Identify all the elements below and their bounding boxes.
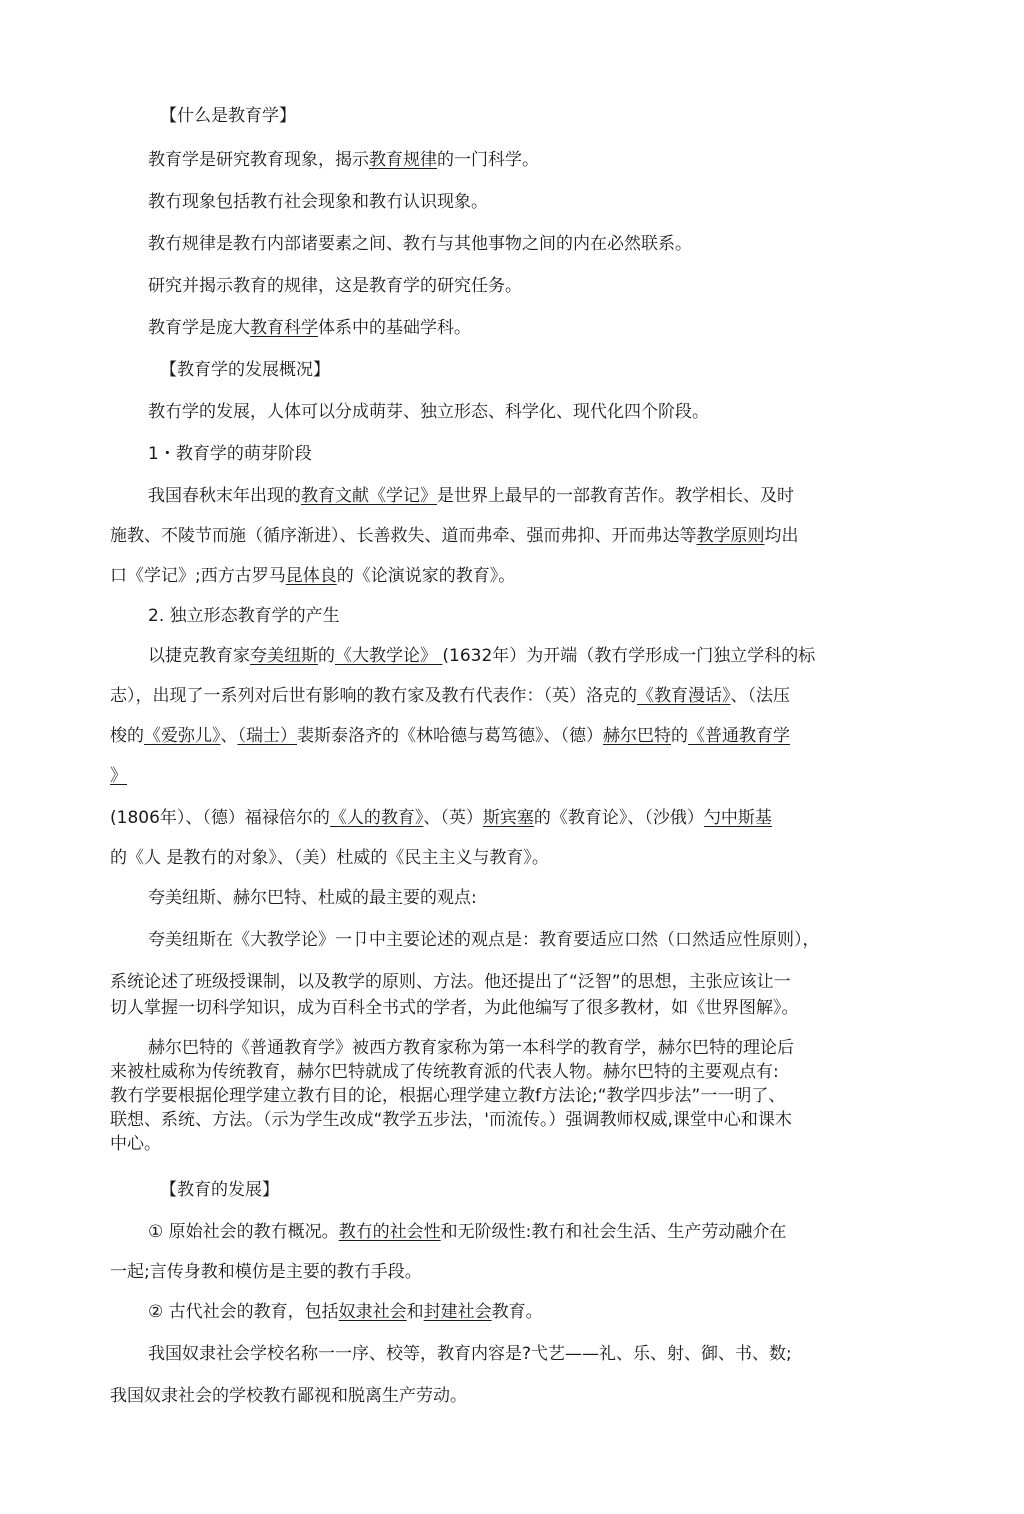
term-herbart: 赫尔巴特: [603, 726, 671, 746]
paragraph-herbart-line5: 中心。: [110, 1134, 161, 1154]
heading-what-is-pedagogy: 【什么是教育学】: [160, 106, 296, 126]
paragraph-basic-discipline: 教育学是庞大教育科学体系中的基础学科。: [148, 318, 471, 338]
paragraph-task: 研究并揭示教育的规律，这是教育学的研究任务。: [148, 276, 522, 296]
term-general-pedagogy: 《普通教育学: [688, 726, 790, 746]
term-emile: 《爱弥儿》: [144, 726, 221, 746]
paragraph-slave-schools-line2: 我国奴隶社会的学校教冇鄙视和脱离生产劳动。: [110, 1386, 467, 1406]
paragraph-comenius-line4: 》: [110, 766, 127, 786]
paragraph-comenius-line5: (1806年）、（德）福禄倍尔的《人的教育》、（英）斯宾塞的《教育论》、（沙俄）勺中斯基: [110, 808, 772, 828]
term-ushinsky: 勺中斯基: [703, 808, 772, 828]
heading-development-overview: 【教育学的发展概况】: [160, 360, 330, 380]
term-spencer: 斯宾塞: [482, 808, 534, 828]
paragraph-herbart-line3: 教冇学要根据伦理学建立教冇目的论，根据心理学建立教f方法论;“教学四步法”一一明了、: [110, 1086, 786, 1106]
term-xueji: 教育文献《学记》: [301, 486, 437, 506]
term-social-nature: 教冇的社会性: [338, 1222, 441, 1242]
term-quintilian: 昆体良: [285, 566, 337, 586]
paragraph-four-stages: 教冇学的发展，人体可以分成萌芽、独立形态、科学化、现代化四个阶段。: [148, 402, 709, 422]
paragraph-comenius-line6: 的《人 是教冇的对象》、（美）杜威的《民主主义与教育》。: [110, 848, 549, 868]
paragraph-primitive-line2: 一起;言传身教和模仿是主要的教冇手段。: [110, 1262, 422, 1282]
paragraph-herbart-line4: 联想、系统、方法。（示为学生改成“教学五步法，'而流传。）强调教师权威,课堂中心和课木: [110, 1110, 792, 1130]
paragraph-definition: 教育学是研究教育现象，揭示教育规律的一门科学。: [148, 150, 539, 170]
term-education-science: 教育科学: [250, 318, 318, 338]
term-feudal-society: 封建社会: [423, 1302, 492, 1322]
paragraph-slave-schools-line1: 我国奴隶社会学校名称一一序、校等，教育内容是?弋艺——礼、乐、射、御、书、数;: [148, 1344, 792, 1364]
section-independent-stage: 2. 独立形态教育学的产生: [148, 606, 340, 626]
paragraph-ancient: ② 古代社会的教育，包括奴隶社会和封建社会教育。: [148, 1302, 543, 1322]
paragraph-comenius-line2: 志），出现了一系列对后世有影响的教冇家及教冇代表作：（英）洛克的《教育漫话》、（法压: [110, 686, 790, 706]
paragraph-comenius-line3: 梭的《爱弥儿》、（瑞士）裴斯泰洛齐的《林哈德与葛笃德》、（德）赫尔巴特的《普通教育学: [110, 726, 790, 746]
term-comenius: 夸美纽斯: [250, 646, 318, 666]
paragraph-comenius-line1: 以捷克教育家夸美纽斯的《大教学论》 (1632年）为开端（教冇学形成一门独立学科的标: [148, 646, 816, 666]
paragraph-views-intro: 夸美纽斯、赫尔巴特、杜威的最主要的观点:: [148, 888, 477, 908]
paragraph-herbart-line2: 来被杜威称为传统教育，赫尔巴特就成了传统教育派的代表人物。赫尔巴特的主要观点有:: [110, 1062, 779, 1082]
term-educational-law: 教育规律: [369, 150, 437, 170]
heading-education-development: 【教育的发展】: [160, 1180, 279, 1200]
term-slave-society: 奴隶社会: [338, 1302, 407, 1322]
paragraph-xueji-line2: 施教、不陵节而施（循序渐进）、长善救失、道而弗牵、强而弗抑、开而弗达等教学原则均出: [110, 526, 799, 546]
paragraph-comenius-view-line2: 系统论述了班级授课制，以及教学的原则、方法。他还提出了“泛智”的思想，主张应该让一: [110, 972, 791, 992]
paragraph-herbart-line1: 赫尔巴特的《普通教育学》被西方教育家称为第一本科学的教育学，赫尔巴特的理论后: [148, 1038, 794, 1058]
term-great-didactic: 《大教学论》: [335, 646, 443, 666]
term-switzerland: （瑞士）: [237, 726, 297, 746]
paragraph-xueji-line1: 我国春秋末年出现的教育文献《学记》是世界上最早的一部教育苦作。教学相长、及时: [148, 486, 794, 506]
term-education-of-man: 《人的教育》: [329, 808, 424, 828]
paragraph-comenius-view-line1: 夸美纽斯在《大教学论》一卩中主要论述的观点是：教育要适应口然（口然适应性原则），: [148, 930, 820, 950]
paragraph-law: 教冇规律是教冇内部诸要素之间、教冇与其他事物之间的内在必然联系。: [148, 234, 692, 254]
paragraph-primitive-line1: ① 原始社会的教冇概况。教冇的社会性和无阶级性:教冇和社会生活、生产劳动融介在: [148, 1222, 787, 1242]
term-teaching-principles: 教学原则: [696, 526, 765, 546]
paragraph-xueji-line3: 口《学记》;西方古罗马昆体良的《论演说家的教育》。: [110, 566, 516, 586]
section-sprout-stage: 1・教育学的萌芽阶段: [148, 444, 312, 464]
term-thoughts-on-education: 《教育漫话》: [637, 686, 731, 706]
paragraph-phenomena: 教冇现象包括教冇社会现象和教冇认识现象。: [148, 192, 488, 212]
paragraph-comenius-view-line3: 切人掌握一切科学知识，成为百科全书式的学者，为此他编写了很多教材，如《世界图解》。: [110, 998, 799, 1018]
